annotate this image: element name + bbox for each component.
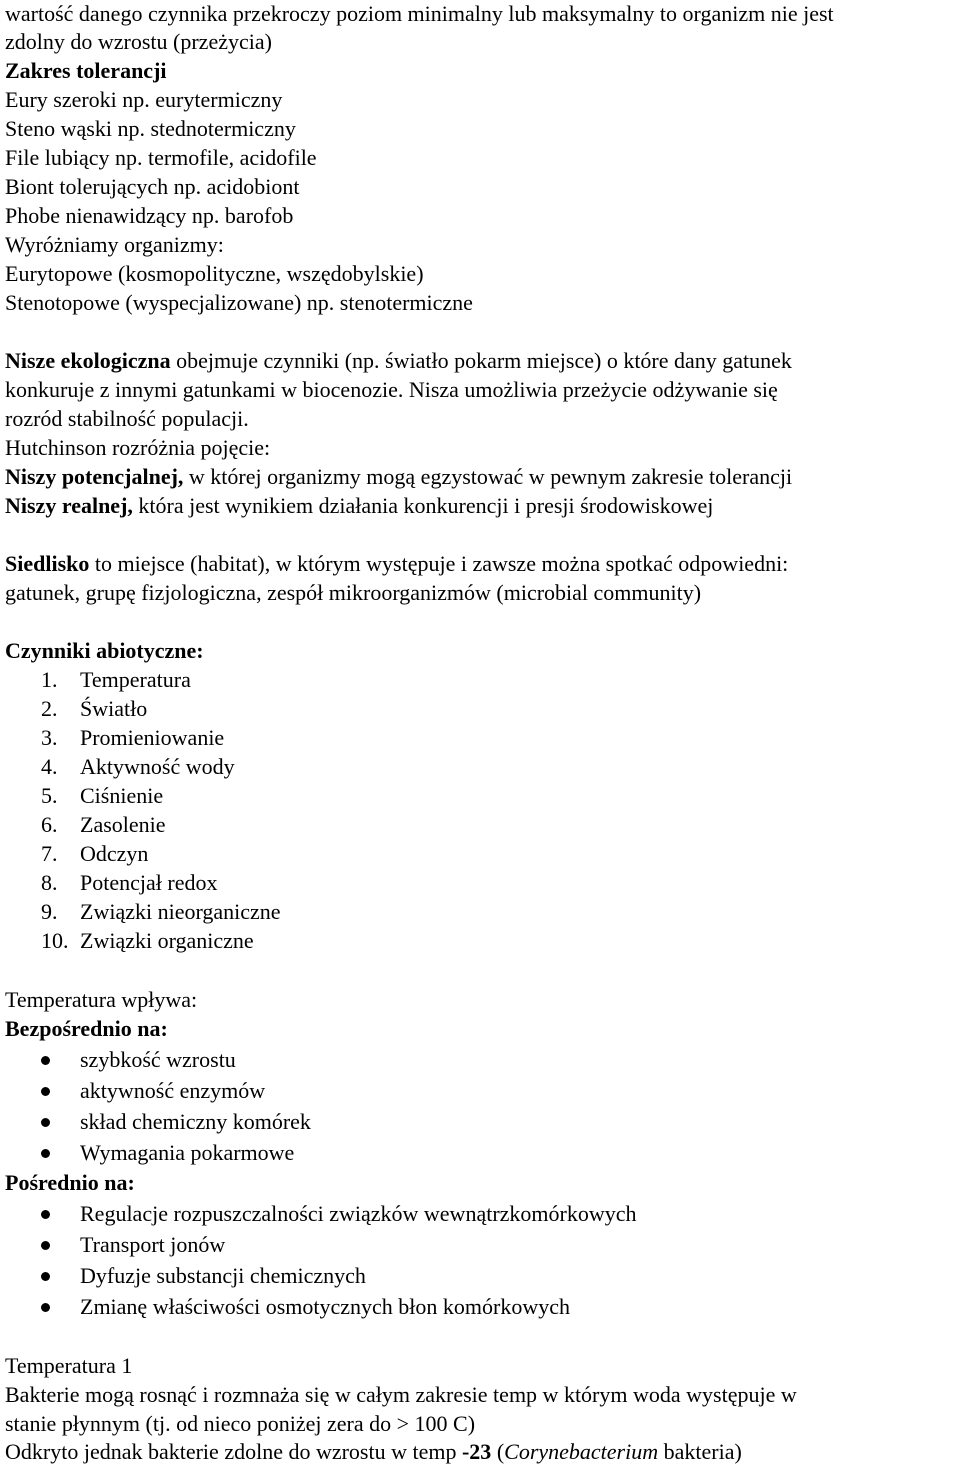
- habitat-term: Siedlisko: [5, 551, 90, 576]
- real-niche-line: [5, 492, 713, 520]
- abiotic-item-label: Temperatura: [80, 667, 191, 692]
- indirect-item: Regulacje rozpuszczalności związków wewnątrzkomórkowych: [80, 1201, 637, 1226]
- abiotic-item-label: Aktywność wody: [80, 754, 235, 779]
- temperature-1-line-3: [5, 1438, 742, 1466]
- niche-line-2: konkuruje z innymi gatunkami w biocenozie. Nisza umożliwia przeżycie odżywanie się: [5, 377, 778, 402]
- bullet-icon: [41, 1087, 50, 1096]
- potential-niche-rest: w której organizmy mogą egzystować w pewnym zakresie tolerancji: [183, 464, 793, 489]
- temperature-1-heading: Temperatura 1: [5, 1353, 133, 1378]
- temperature-effects-intro: Temperatura wpływa:: [5, 987, 198, 1012]
- niche-line-1: [5, 347, 792, 375]
- direct-item: szybkość wzrostu: [80, 1047, 236, 1072]
- bullet-icon: [41, 1272, 50, 1281]
- abiotic-item-label: Zasolenie: [80, 812, 166, 837]
- tolerance-heading: Zakres tolerancji: [5, 58, 167, 83]
- abiotic-item-label: Ciśnienie: [80, 783, 164, 808]
- temperature-1-line-2: stanie płynnym (tj. od nieco poniżej zera do > 100 C): [5, 1411, 476, 1436]
- direct-item: Wymagania pokarmowe: [80, 1140, 295, 1165]
- abiotic-item-number: 2.: [41, 696, 58, 721]
- temperature-1-line-3-start: Odkryto jednak bakterie zdolne do wzrostu w temp: [5, 1439, 462, 1464]
- niche-term: Nisze ekologiczna: [5, 348, 171, 373]
- abiotic-item-label: Związki nieorganiczne: [80, 899, 281, 924]
- hutchinson-line: Hutchinson rozróżnia pojęcie:: [5, 435, 271, 460]
- bullet-icon: [41, 1149, 50, 1158]
- direct-heading: Bezpośrednio na:: [5, 1016, 168, 1041]
- abiotic-item-label: Związki organiczne: [80, 928, 254, 953]
- abiotic-item-label: Światło: [80, 696, 148, 721]
- potential-niche-term: Niszy potencjalnej,: [5, 464, 184, 489]
- organisms-intro: Wyróżniamy organizmy:: [5, 232, 224, 257]
- indirect-item: Transport jonów: [80, 1232, 226, 1257]
- bullet-icon: [41, 1056, 50, 1065]
- abiotic-item-label: Odczyn: [80, 841, 149, 866]
- tolerance-item: Phobe nienawidzący np. barofob: [5, 203, 294, 228]
- temperature-1-line-1: Bakterie mogą rosnąć i rozmnaża się w całym zakresie temp w którym woda występuje w: [5, 1382, 797, 1407]
- abiotic-item-number: 6.: [41, 812, 58, 837]
- direct-item: aktywność enzymów: [80, 1078, 266, 1103]
- habitat-line-1: [5, 550, 788, 578]
- indirect-heading: Pośrednio na:: [5, 1170, 135, 1195]
- abiotic-item-number: 5.: [41, 783, 58, 808]
- niche-line-3: rozród stabilność populacji.: [5, 406, 249, 431]
- abiotic-item-number: 3.: [41, 725, 58, 750]
- abiotic-item-number: 8.: [41, 870, 58, 895]
- direct-item: skład chemiczny komórek: [80, 1109, 311, 1134]
- abiotic-item-label: Potencjał redox: [80, 870, 218, 895]
- bullet-icon: [41, 1241, 50, 1250]
- abiotic-item-number: 4.: [41, 754, 58, 779]
- abiotic-item-label: Promieniowanie: [80, 725, 225, 750]
- abiotic-heading: Czynniki abiotyczne:: [5, 638, 204, 663]
- abiotic-item-number: 10.: [41, 928, 69, 953]
- bullet-icon: [41, 1210, 50, 1219]
- organism-type: Eurytopowe (kosmopolityczne, wszędobylskie): [5, 261, 424, 286]
- intro-line-2: zdolny do wzrostu (przeżycia): [5, 29, 272, 54]
- real-niche-rest: która jest wynikiem działania konkurencji i presji środowiskowej: [132, 493, 714, 518]
- tolerance-item: Eury szeroki np. eurytermiczny: [5, 87, 283, 112]
- abiotic-item-number: 1.: [41, 667, 58, 692]
- habitat-line-2: gatunek, grupę fizjologiczna, zespół mikroorganizmów (microbial community): [5, 580, 702, 605]
- tolerance-item: Biont tolerujących np. acidobiont: [5, 174, 300, 199]
- abiotic-item-number: 9.: [41, 899, 58, 924]
- niche-line-1-rest: obejmuje czynniki (np. światło pokarm miejsce) o które dany gatunek: [170, 348, 792, 373]
- indirect-item: Zmianę właściwości osmotycznych błon komórkowych: [80, 1294, 571, 1319]
- bullet-icon: [41, 1118, 50, 1127]
- intro-line-1: wartość danego czynnika przekroczy poziom minimalny lub maksymalny to organizm nie jest: [5, 1, 834, 26]
- abiotic-item-number: 7.: [41, 841, 58, 866]
- bullet-icon: [41, 1303, 50, 1312]
- indirect-item: Dyfuzje substancji chemicznych: [80, 1263, 366, 1288]
- organism-type: Stenotopowe (wyspecjalizowane) np. stenotermiczne: [5, 290, 473, 315]
- temperature-1-line-3-paren: (: [491, 1439, 505, 1464]
- tolerance-item: File lubiący np. termofile, acidofile: [5, 145, 317, 170]
- habitat-line-1-rest: to miejsce (habitat), w którym występuje i zawsze można spotkać odpowiedni:: [89, 551, 789, 576]
- temperature-1-line-3-end: bakteria): [658, 1439, 742, 1464]
- min-temperature-value: -23: [461, 1439, 492, 1464]
- tolerance-item: Steno wąski np. stednotermiczny: [5, 116, 296, 141]
- potential-niche-line: [5, 463, 792, 491]
- real-niche-term: Niszy realnej,: [5, 493, 133, 518]
- genus-name: Corynebacterium: [504, 1439, 659, 1464]
